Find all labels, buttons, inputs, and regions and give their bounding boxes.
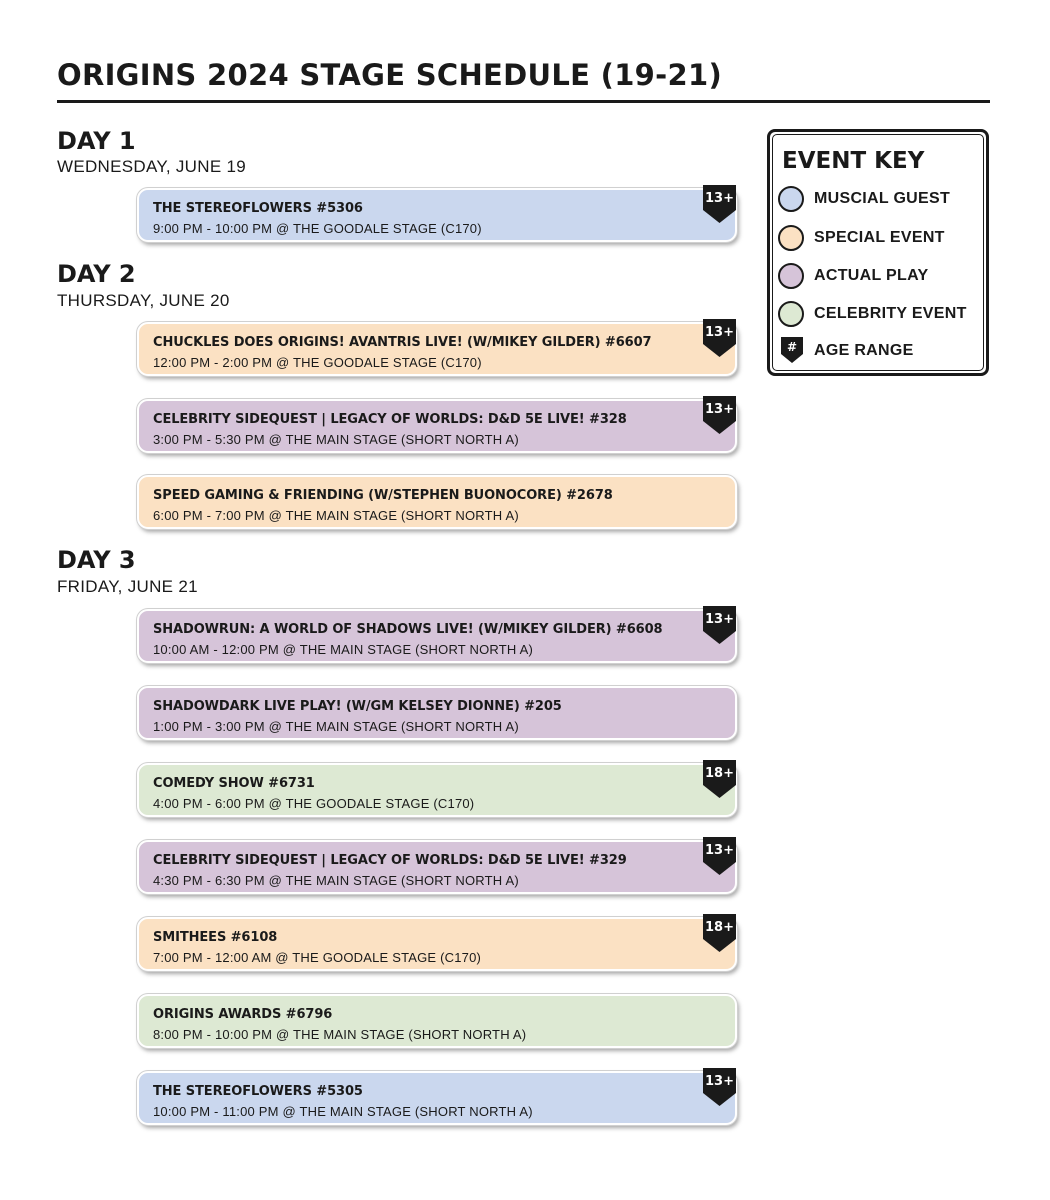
celebrity-swatch <box>778 301 804 327</box>
key-label: SPECIAL EVENT <box>814 229 945 246</box>
event-name: COMEDY SHOW #6731 <box>153 776 315 791</box>
page-title: ORIGINS 2024 STAGE SCHEDULE (19-21) <box>57 58 723 92</box>
key-label: MUSCIAL GUEST <box>814 190 951 207</box>
event-time: 4:00 PM - 6:00 PM @ THE GOODALE STAGE (C170) <box>153 796 475 811</box>
event-card[interactable] <box>137 399 737 453</box>
event-card[interactable] <box>137 322 737 376</box>
age-shield-icon <box>702 836 737 876</box>
day-3-date: FRIDAY, JUNE 21 <box>57 577 198 596</box>
event-card[interactable] <box>137 1071 737 1125</box>
key-label: ACTUAL PLAY <box>814 267 929 284</box>
event-name: THE STEREOFLOWERS #5306 <box>153 201 363 216</box>
key-label: AGE RANGE <box>814 342 914 359</box>
event-card[interactable] <box>137 994 737 1048</box>
event-key-panel <box>767 129 989 376</box>
event-name: CHUCKLES DOES ORIGINS! AVANTRIS LIVE! (W/MIKEY GILDER) #6607 <box>153 335 652 350</box>
age-shield-icon <box>702 395 737 435</box>
actual-swatch <box>778 263 804 289</box>
age-label: 13+ <box>705 843 734 858</box>
event-time: 8:00 PM - 10:00 PM @ THE MAIN STAGE (SHORT NORTH A) <box>153 1027 527 1042</box>
age-label: 13+ <box>705 402 734 417</box>
event-card[interactable] <box>137 686 737 740</box>
event-name: SPEED GAMING & FRIENDING (W/STEPHEN BUONOCORE) #2678 <box>153 488 613 503</box>
event-time: 3:00 PM - 5:30 PM @ THE MAIN STAGE (SHORT NORTH A) <box>153 432 519 447</box>
age-label: 18+ <box>705 766 734 781</box>
event-card[interactable] <box>137 840 737 894</box>
event-time: 9:00 PM - 10:00 PM @ THE GOODALE STAGE (C170) <box>153 221 482 236</box>
age-shield-icon <box>702 1067 737 1107</box>
age-label: 18+ <box>705 920 734 935</box>
key-item-musical <box>778 186 983 216</box>
event-card[interactable] <box>137 763 737 817</box>
day-3-heading: DAY 3 <box>57 546 136 574</box>
day-2-date: THURSDAY, JUNE 20 <box>57 291 230 310</box>
event-card[interactable] <box>137 188 737 242</box>
day-1-heading: DAY 1 <box>57 127 136 155</box>
age-label: 13+ <box>705 1074 734 1089</box>
event-time: 4:30 PM - 6:30 PM @ THE MAIN STAGE (SHORT NORTH A) <box>153 873 519 888</box>
event-name: SMITHEES #6108 <box>153 930 278 945</box>
event-card[interactable] <box>137 917 737 971</box>
musical-swatch <box>778 186 804 212</box>
age-label: 13+ <box>705 612 734 627</box>
day-2-heading: DAY 2 <box>57 260 136 288</box>
event-time: 10:00 AM - 12:00 PM @ THE MAIN STAGE (SHORT NORTH A) <box>153 642 533 657</box>
age-label: 13+ <box>705 325 734 340</box>
age-symbol: # <box>786 340 798 354</box>
title-divider <box>57 100 990 103</box>
key-item-special <box>778 225 983 255</box>
event-name: SHADOWRUN: A WORLD OF SHADOWS LIVE! (W/MIKEY GILDER) #6608 <box>153 622 663 637</box>
event-time: 10:00 PM - 11:00 PM @ THE MAIN STAGE (SHORT NORTH A) <box>153 1104 533 1119</box>
special-swatch <box>778 225 804 251</box>
key-item-age <box>778 338 983 368</box>
event-time: 7:00 PM - 12:00 AM @ THE GOODALE STAGE (C170) <box>153 950 482 965</box>
event-name: SHADOWDARK LIVE PLAY! (W/GM KELSEY DIONNE) #205 <box>153 699 562 714</box>
key-item-celebrity <box>778 301 983 331</box>
event-key-title: EVENT KEY <box>782 148 925 174</box>
age-shield-icon <box>702 318 737 358</box>
age-shield-icon <box>702 759 737 799</box>
day-1-date: WEDNESDAY, JUNE 19 <box>57 157 246 176</box>
age-shield-icon <box>702 184 737 224</box>
age-shield-icon <box>702 605 737 645</box>
event-time: 1:00 PM - 3:00 PM @ THE MAIN STAGE (SHORT NORTH A) <box>153 719 519 734</box>
event-name: ORIGINS AWARDS #6796 <box>153 1007 333 1022</box>
event-name: CELEBRITY SIDEQUEST | LEGACY OF WORLDS: D&D 5E LIVE! #329 <box>153 853 627 868</box>
event-card[interactable] <box>137 609 737 663</box>
key-item-actual <box>778 263 983 293</box>
age-shield-icon <box>780 336 804 364</box>
event-name: CELEBRITY SIDEQUEST | LEGACY OF WORLDS: D&D 5E LIVE! #328 <box>153 412 627 427</box>
event-card[interactable] <box>137 475 737 529</box>
event-name: THE STEREOFLOWERS #5305 <box>153 1084 363 1099</box>
age-label: 13+ <box>705 191 734 206</box>
age-shield-icon <box>702 913 737 953</box>
key-label: CELEBRITY EVENT <box>814 305 967 322</box>
event-time: 6:00 PM - 7:00 PM @ THE MAIN STAGE (SHORT NORTH A) <box>153 508 519 523</box>
event-time: 12:00 PM - 2:00 PM @ THE GOODALE STAGE (C170) <box>153 355 482 370</box>
